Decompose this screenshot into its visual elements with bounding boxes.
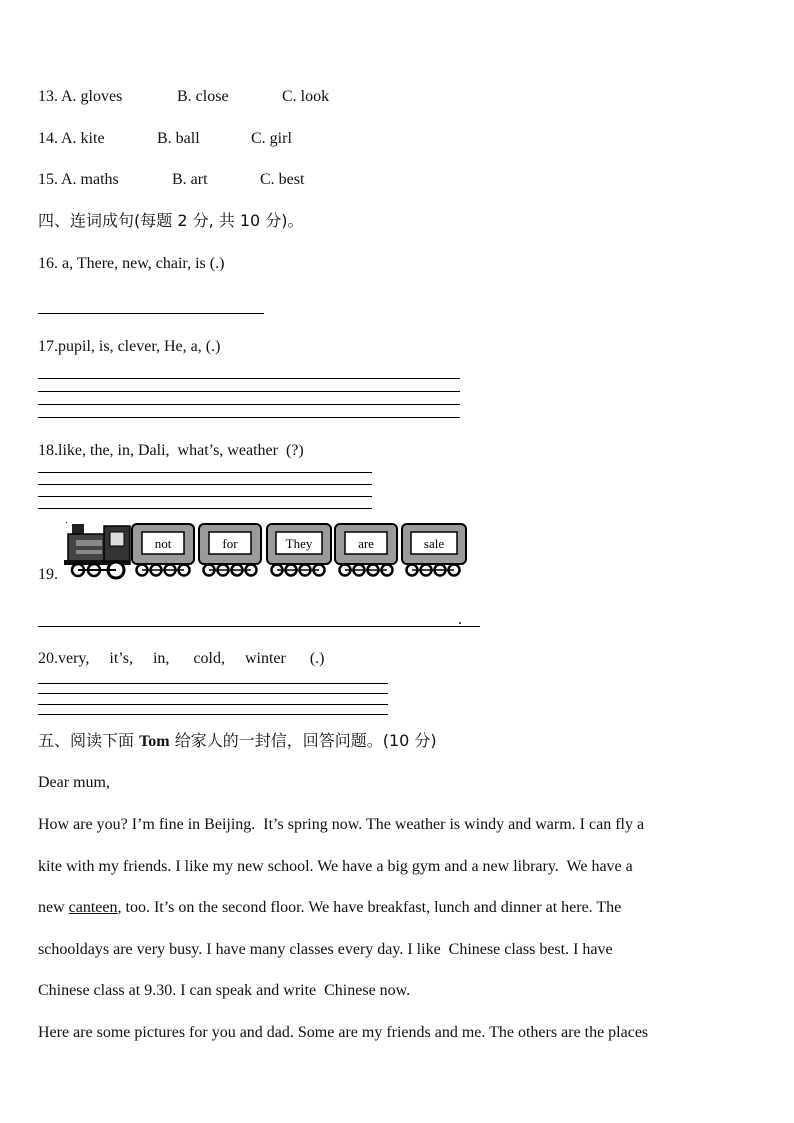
train-car-2 — [199, 524, 261, 576]
q18-line-1 — [38, 472, 372, 473]
q18-line-2 — [38, 484, 372, 485]
q13-option-b: B. close — [177, 88, 229, 105]
q15-num: 15. — [38, 171, 58, 188]
section5-title-pre: 五、阅读下面 — [38, 731, 140, 750]
q14-num: 14. — [38, 130, 58, 147]
section4-title: 四、连词成句(每题 2 分, 共 10 分)。 — [38, 211, 304, 230]
letter-line-3-post: , too. It’s on the second floor. We have breakfast, lunch and dinner at here. The — [117, 899, 622, 916]
train-car-5 — [402, 524, 466, 576]
q19-num: 19. — [38, 566, 58, 583]
train-word-5: sale — [423, 536, 445, 551]
q20-line-1 — [38, 683, 388, 684]
q17-line-1 — [38, 378, 460, 379]
underlined-word-canteen: canteen — [68, 899, 118, 916]
train-word-1: not — [154, 536, 172, 551]
q20-prompt: 20.very, it’s, in, cold, winter (.) — [38, 650, 325, 667]
q18-line-4 — [38, 508, 372, 509]
q17-line-4 — [38, 417, 460, 418]
locomotive-icon — [64, 522, 130, 578]
section5-title-name: Tom — [139, 733, 170, 750]
train-word-3: They — [285, 536, 313, 551]
letter-line-5: Chinese class at 9.30. I can speak and write Chinese now. — [38, 982, 411, 999]
letter-line-2: kite with my friends. I like my new school. We have a big gym and a new library. We have a — [38, 858, 633, 875]
q13-num: 13. — [38, 88, 58, 105]
q15-option-b: B. art — [172, 171, 208, 188]
q17-prompt: 17.pupil, is, clever, He, a, (.) — [38, 338, 221, 355]
letter-line-3 — [38, 898, 621, 918]
section5-title — [38, 731, 437, 752]
q20-line-4 — [38, 714, 388, 715]
section5-title-post: 给家人的一封信，回答问题。(10 分) — [169, 731, 437, 750]
letter-line-3-pre: new — [38, 899, 69, 916]
q17-line-3 — [38, 404, 460, 405]
train-word-4: are — [358, 536, 374, 551]
train-car-1 — [132, 524, 194, 576]
q15-option-c: C. best — [260, 171, 305, 188]
q14-option-c: C. girl — [251, 130, 292, 147]
train-car-3 — [267, 524, 331, 576]
q17-line-2 — [38, 391, 460, 392]
word-train-image — [62, 518, 472, 582]
q15-option-a: A. maths — [61, 171, 119, 188]
q20-line-3 — [38, 704, 388, 705]
q18-line-3 — [38, 496, 372, 497]
q13-option-c: C. look — [282, 88, 330, 105]
train-word-2: for — [222, 536, 238, 551]
q14-option-a: A. kite — [61, 130, 105, 147]
q19-answer-line[interactable] — [38, 626, 480, 627]
q14-option-b: B. ball — [157, 130, 200, 147]
q13-option-a: A. gloves — [61, 88, 123, 105]
letter-greeting: Dear mum, — [38, 774, 110, 791]
q16-answer-line[interactable] — [38, 313, 264, 314]
q16-prompt: 16. a, There, new, chair, is (.) — [38, 255, 225, 272]
letter-line-6: Here are some pictures for you and dad. Some are my friends and me. The others are the places — [38, 1024, 649, 1041]
q18-prompt: 18.like, the, in, Dali, what’s, weather (?) — [38, 442, 304, 459]
q20-line-2 — [38, 693, 388, 694]
q19-end-period: . — [458, 611, 462, 628]
letter-line-4: schooldays are very busy. I have many classes every day. I like Chinese class best. I have — [38, 941, 613, 958]
train-car-4 — [335, 524, 397, 576]
letter-line-1: How are you? I’m fine in Beijing. It’s spring now. The weather is windy and warm. I can fly a — [38, 816, 645, 833]
